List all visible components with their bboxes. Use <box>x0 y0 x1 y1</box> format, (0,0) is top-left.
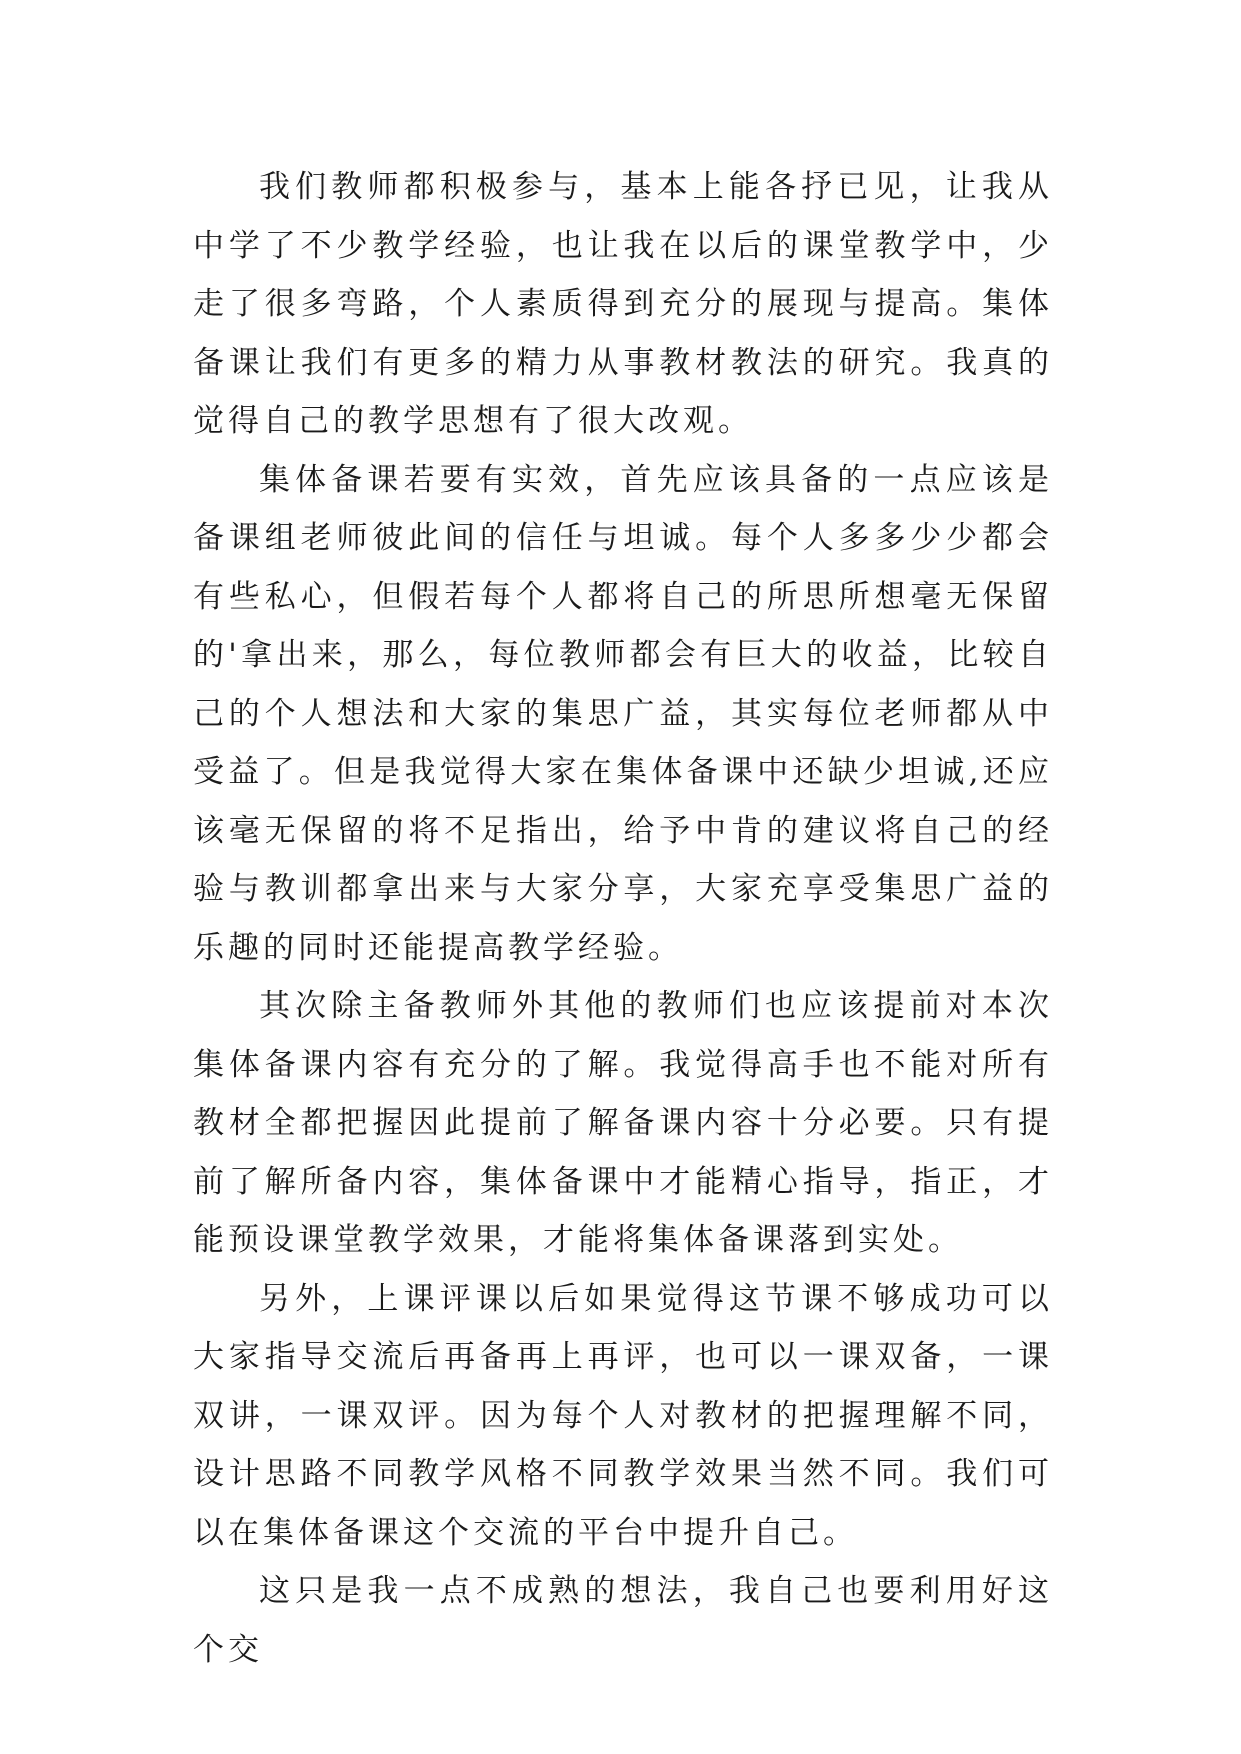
document-body <box>193 158 1053 1679</box>
paragraph-4: 另外，上课评课以后如果觉得这节课不够成功可以大家指导交流后再备再上再评，也可以一课双备，一课双讲，一课双评。因为每个人对教材的把握理解不同，设计思路不同教学风格不同教学效果当然不同。我们可以在集体备课这个交流的平台中提升自己。 <box>193 1280 1053 1551</box>
paragraph-3: 其次除主备教师外其他的教师们也应该提前对本次集体备课内容有充分的了解。我觉得高手也不能对所有教材全都把握因此提前了解备课内容十分必要。只有提前了解所备内容，集体备课中才能精心指导，指正，才能预设课堂教学效果，才能将集体备课落到实处。 <box>193 988 1053 1258</box>
paragraph-2: 集体备课若要有实效，首先应该具备的一点应该是备课组老师彼此间的信任与坦诚。每个人多多少少都会有些私心，但假若每个人都将自己的所思所想毫无保留的'拿出来，那么，每位教师都会有巨大的收益，比较自己的个人想法和大家的集思广益，其实每位老师都从中受益了。但是我觉得大家在集体备课中还缺少坦诚,还应该毫无保留的将不足指出，给予中肯的建议将自己的经验与教训都拿出来与大家分享，大家充享受集思广益的乐趣的同时还能提高教学经验。 <box>193 461 1053 966</box>
paragraph-5: 这只是我一点不成熟的想法，我自己也要利用好这个交 <box>193 1573 1053 1668</box>
paragraph-1: 我们教师都积极参与，基本上能各抒已见，让我从中学了不少教学经验，也让我在以后的课堂教学中，少走了很多弯路，个人素质得到充分的展现与提高。集体备课让我们有更多的精力从事教材教法的研究。我真的觉得自己的教学思想有了很大改观。 <box>193 169 1053 439</box>
